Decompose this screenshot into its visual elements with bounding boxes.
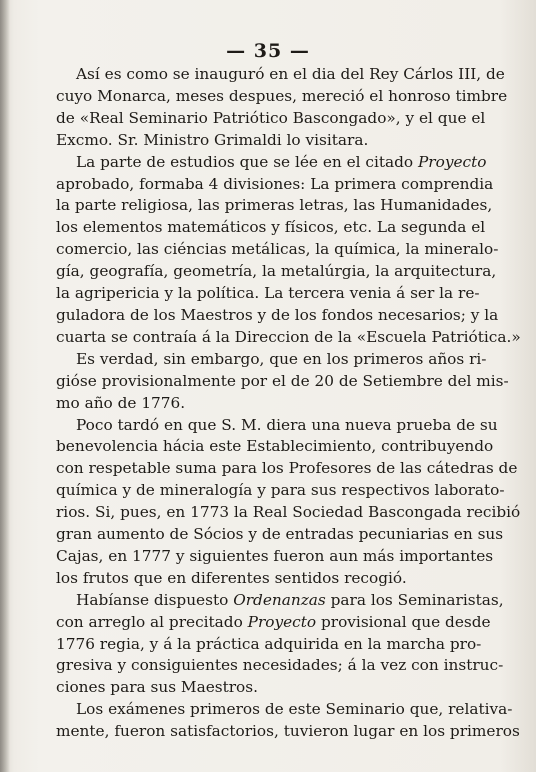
- italic-word: Ordenanzas: [233, 590, 326, 609]
- text-line: Así es como se inauguró en el dia del Rey Cárlos III, de: [76, 65, 505, 83]
- text-line: cuyo Monarca, meses despues, mereció el honroso timbre: [56, 86, 508, 105]
- text-line: de «Real Seminario Patriótico Bascongado», y el que el: [56, 108, 486, 127]
- text-line: gía, geografía, geometría, la metalúrgia, la arquitectura,: [56, 262, 497, 281]
- text-line: La parte de estudios que se lée en el citado Proyecto: [76, 152, 487, 171]
- text-line: Es verdad, sin embargo, que en los primeros años ri-: [76, 349, 487, 368]
- text-line: guladora de los Maestros y de los fondos necesarios; y la: [56, 305, 499, 324]
- paragraph: [56, 590, 504, 700]
- text-line: gresiva y consiguientes necesidades; á la vez con instruc-: [56, 656, 504, 675]
- text-line: con arreglo al precitado Proyecto provisional que desde: [56, 612, 491, 631]
- text-line: cuarta se contraía á la Direccion de la «Escuela Patriótica.»: [56, 327, 521, 346]
- text-line: mo año de 1776.: [56, 393, 186, 412]
- text-line: gran aumento de Sócios y de entradas pecuniarias en sus: [56, 525, 504, 544]
- text-line: Cajas, en 1777 y siguientes fueron aun más importantes: [56, 546, 494, 565]
- page-number: — 35 —: [226, 40, 310, 62]
- text-line: 1776 regia, y á la práctica adquirida en la marcha pro-: [56, 634, 482, 653]
- text-line: los frutos que en diferentes sentidos recogió.: [56, 568, 407, 587]
- paragraph: [56, 415, 521, 590]
- paragraph: [56, 152, 521, 349]
- text-line: con respetable suma para los Profesores de las cátedras de: [56, 459, 518, 478]
- paragraph: [56, 349, 509, 415]
- text-line: la parte religiosa, las primeras letras, las Humanidades,: [56, 196, 493, 215]
- text-line: comercio, las ciéncias metálicas, la química, la mineralo-: [56, 240, 499, 259]
- text-line: ciones para sus Maestros.: [56, 678, 258, 697]
- text-line: Habíanse dispuesto Ordenanzas para los Seminaristas,: [76, 590, 504, 609]
- paragraph: [56, 699, 520, 743]
- gutter-shadow: [0, 0, 10, 772]
- text-line: química y de mineralogía y para sus respectivos laborato-: [56, 481, 505, 500]
- text-line: la agripericia y la política. La tercera venia á ser la re-: [56, 284, 480, 303]
- text-line: gióse provisionalmente por el de 20 de Setiembre del mis-: [56, 371, 509, 390]
- italic-word: Proyecto: [247, 612, 317, 631]
- text-line: benevolencia hácia este Establecimiento, contribuyendo: [56, 437, 494, 456]
- body-text: [56, 64, 521, 743]
- text-line: rios. Si, pues, en 1773 la Real Sociedad Bascongada recibió: [56, 503, 521, 522]
- text-line: Poco tardó en que S. M. diera una nueva prueba de su: [76, 415, 498, 434]
- text-line: mente, fueron satisfactorios, tuvieron lugar en los primeros: [56, 722, 520, 741]
- paragraph: [56, 64, 508, 152]
- text-line: Los exámenes primeros de este Seminario que, relativa-: [76, 700, 513, 719]
- text-line: Excmo. Sr. Ministro Grimaldi lo visitara.: [56, 130, 369, 149]
- text-line: los elementos matemáticos y físicos, etc. La segunda el: [56, 218, 486, 237]
- italic-word: Proyecto: [418, 152, 487, 171]
- text-line: aprobado, formaba 4 divisiones: La primera comprendia: [56, 174, 494, 193]
